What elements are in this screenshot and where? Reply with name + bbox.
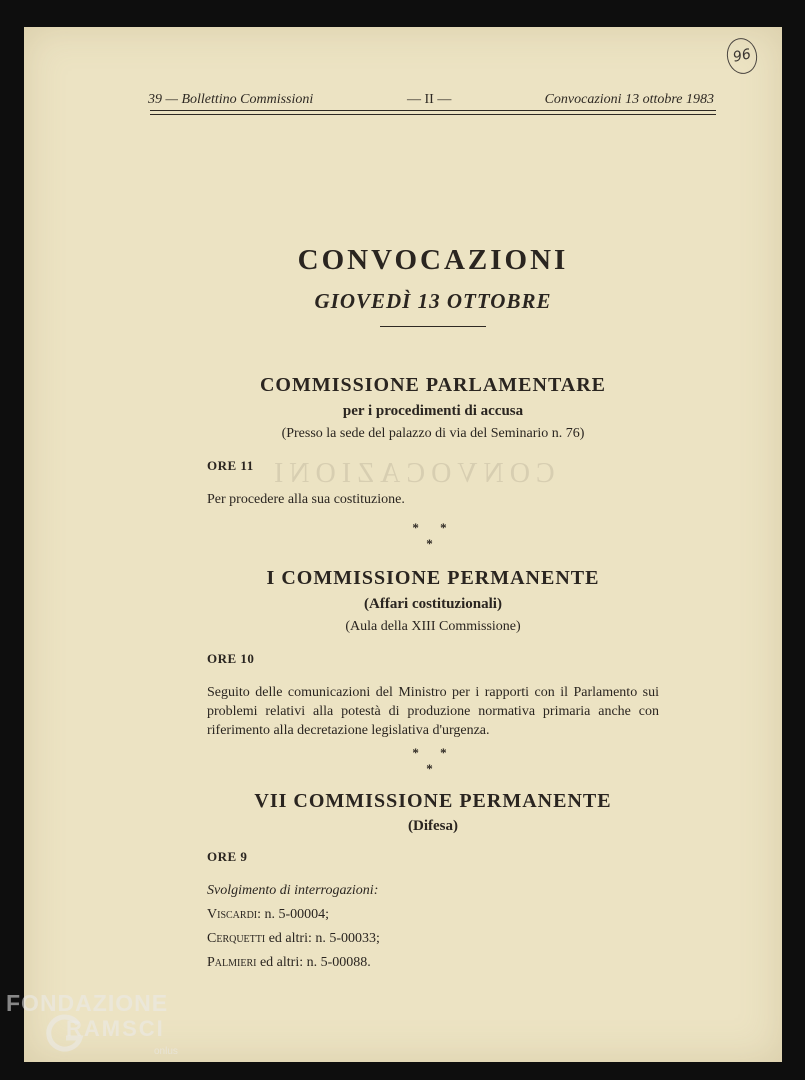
section2-title: I COMMISSIONE PERMANENTE [266, 567, 600, 589]
interrogation-item [207, 905, 329, 924]
section1-location: (Presso la sede del palazzo di via del Seminario n. 76) [281, 426, 585, 441]
section1-title: COMMISSIONE PARLAMENTARE [259, 374, 607, 396]
interrogation-item [207, 953, 371, 972]
watermark-line1: FONDAZIONE [6, 990, 169, 1016]
section2-text: Seguito delle comunicazioni del Ministro per i rapporti con il Parlamento sui problemi relativi alla potestà di produzione normativa primaria anche con riferimento alla decretazione legislativa d'urgenza. [207, 685, 659, 738]
separator-1: * * * [412, 520, 456, 551]
section2-time: ORE 10 [207, 651, 255, 666]
header-rule [150, 110, 716, 115]
handwritten-page-number: 96 [724, 35, 761, 76]
page-date: GIOVEDÌ 13 OTTOBRE [314, 289, 552, 313]
separator-2: * * * [412, 745, 456, 776]
deputy-name: Palmieri [207, 955, 257, 970]
section3-subtitle: (Difesa) [408, 818, 458, 834]
interrogation-number: ed altri: n. 5-00033; [265, 931, 380, 946]
section3-title: VII COMMISSIONE PERMANENTE [254, 790, 612, 812]
deputy-name: Cerquetti [207, 931, 266, 946]
section2-location: (Aula della XIII Commissione) [345, 619, 521, 634]
watermark-line3: onlus [154, 1046, 178, 1057]
section1-subtitle: per i procedimenti di accusa [342, 403, 524, 419]
deputy-name: Viscardi [207, 907, 258, 922]
section3-time: ORE 9 [207, 849, 248, 864]
section1-time: ORE 11 [207, 458, 254, 473]
header-right: Convocazioni 13 ottobre 1983 [544, 92, 714, 107]
interrogation-item [207, 929, 380, 948]
section3-intro: Svolgimento di interrogazioni: [207, 883, 379, 898]
page-title: CONVOCAZIONI [297, 244, 569, 276]
fondazione-gramsci-watermark [6, 990, 206, 1070]
interrogation-number: ed altri: n. 5-00088. [256, 955, 371, 970]
running-header [148, 92, 716, 112]
section2-subtitle: (Affari costituzionali) [364, 596, 502, 612]
title-rule [380, 326, 486, 327]
header-center: — II — [407, 92, 452, 107]
header-left: 39 — Bollettino Commissioni [148, 92, 314, 107]
section1-text: Per procedere alla sua costituzione. [207, 492, 405, 507]
bleed-through-text: CONVOCAZIONI [268, 458, 555, 489]
watermark-line2: RAMSCI [66, 1016, 165, 1041]
interrogation-number: : n. 5-00004; [257, 907, 330, 922]
